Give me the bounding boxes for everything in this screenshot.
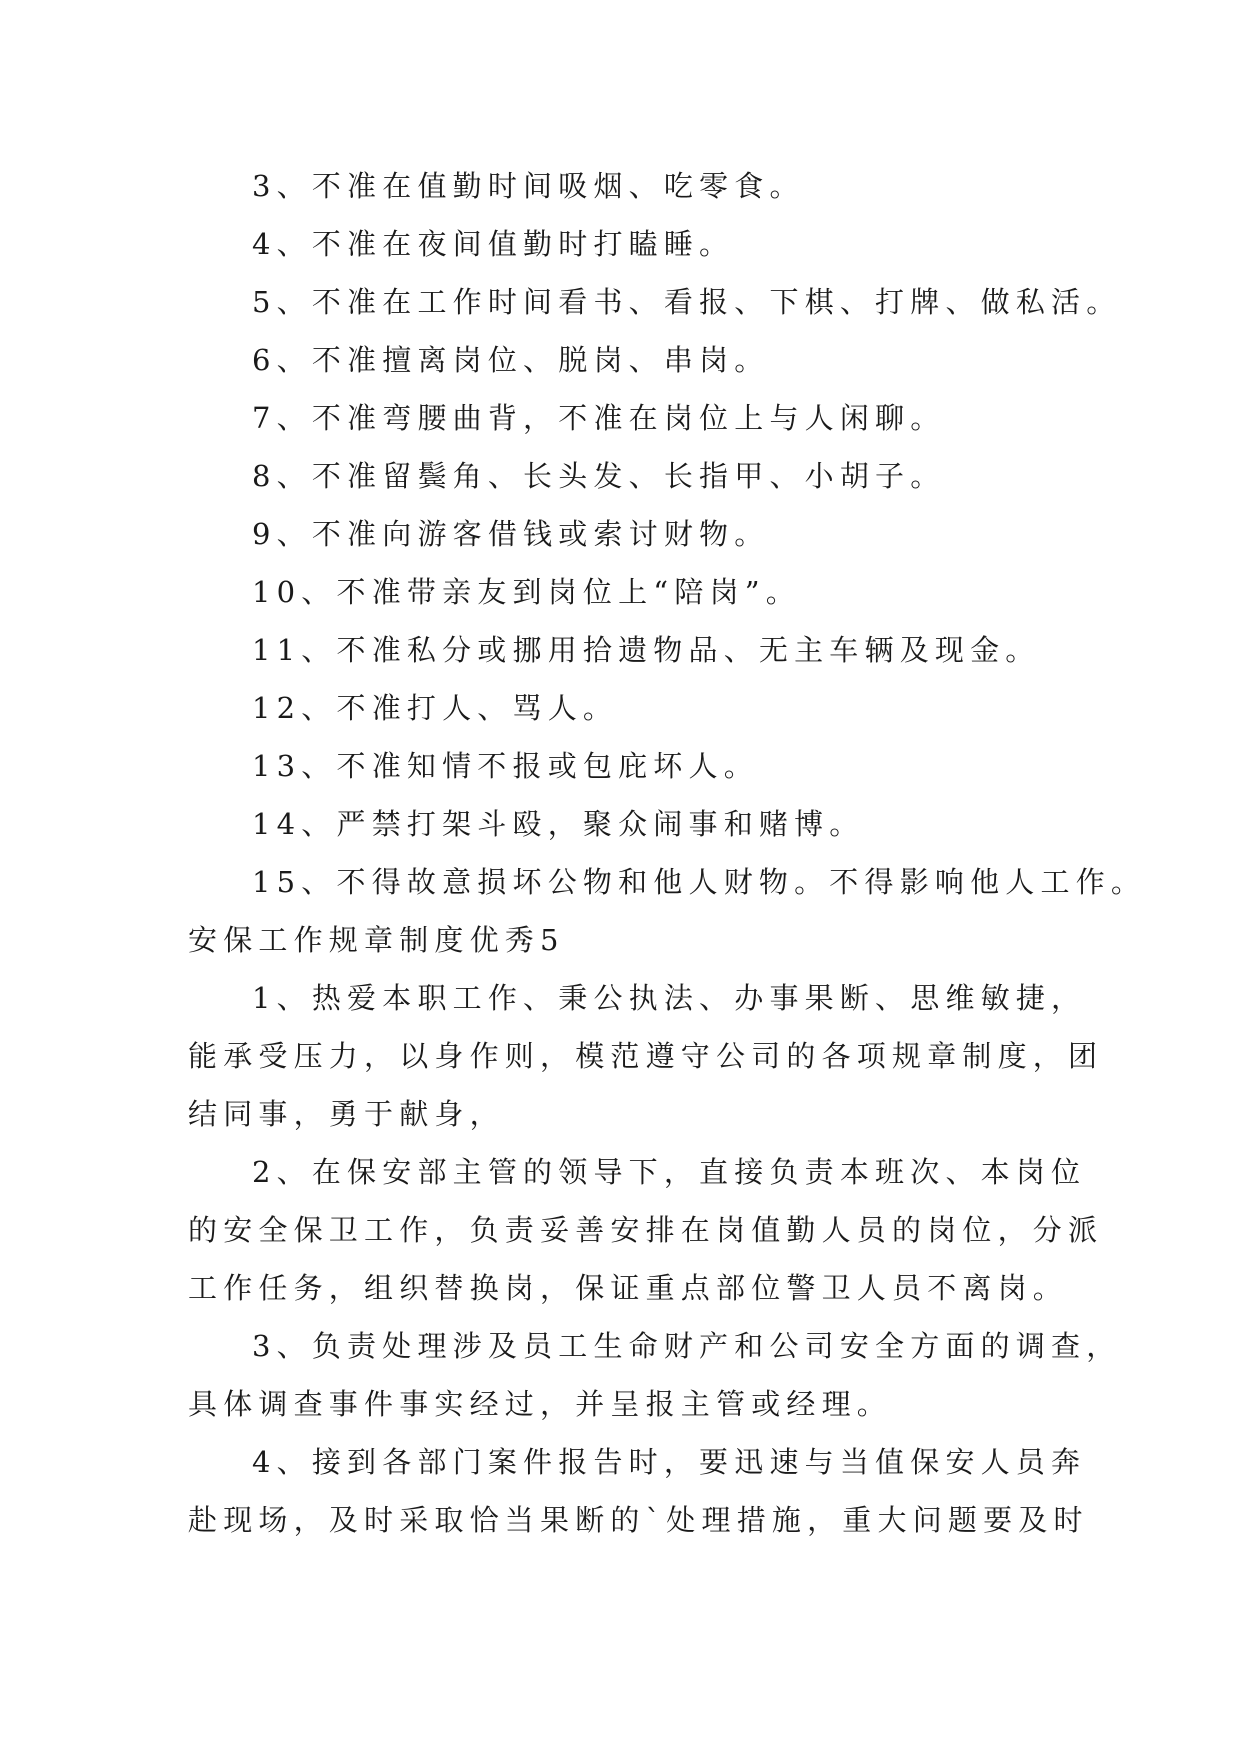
- duty-3-line-1: 3、负责处理涉及员工生命财产和公司安全方面的调查，: [252, 1329, 1122, 1363]
- rule-item-6: 6、不准擅离岗位、脱岗、串岗。: [252, 343, 770, 377]
- rule-item-3: 3、不准在值勤时间吸烟、吃零食。: [252, 169, 805, 203]
- rule-item-8: 8、不准留鬓角、长头发、长指甲、小胡子。: [252, 459, 946, 493]
- duty-2-line-2: 的安全保卫工作，负责妥善安排在岗值勤人员的岗位，分派: [188, 1213, 1104, 1247]
- rule-item-11: 11、不准私分或挪用拾遗物品、无主车辆及现金。: [252, 633, 1041, 667]
- duty-2-line-1: 2、在保安部主管的领导下，直接负责本班次、本岗位: [252, 1155, 1087, 1189]
- duty-2-line-3: 工作任务，组织替换岗，保证重点部位警卫人员不离岗。: [188, 1271, 1069, 1305]
- rule-item-10: 10、不准带亲友到岗位上“陪岗”。: [252, 575, 801, 609]
- duty-1-line-3: 结同事，勇于献身，: [188, 1097, 505, 1131]
- duty-1-line-1: 1、热爱本职工作、秉公执法、办事果断、思维敏捷，: [252, 981, 1087, 1015]
- rule-item-7: 7、不准弯腰曲背，不准在岗位上与人闲聊。: [252, 401, 946, 435]
- rule-item-14: 14、严禁打架斗殴，聚众闹事和赌博。: [252, 807, 865, 841]
- section-title: 安保工作规章制度优秀5: [188, 923, 565, 957]
- duty-1-line-2: 能承受压力，以身作则，模范遵守公司的各项规章制度，团: [188, 1039, 1104, 1073]
- duty-4-line-1: 4、接到各部门案件报告时，要迅速与当值保安人员奔: [252, 1445, 1087, 1479]
- rule-item-15: 15、不得故意损坏公物和他人财物。不得影响他人工作。: [252, 865, 1147, 899]
- duty-4-line-2: 赴现场，及时采取恰当果断的`处理措施，重大问题要及时: [188, 1503, 1089, 1537]
- rule-item-13: 13、不准知情不报或包庇坏人。: [252, 749, 759, 783]
- duty-3-line-2: 具体调查事件事实经过，并呈报主管或经理。: [188, 1387, 893, 1421]
- rule-item-4: 4、不准在夜间值勤时打瞌睡。: [252, 227, 735, 261]
- rule-item-12: 12、不准打人、骂人。: [252, 691, 619, 725]
- rule-item-5: 5、不准在工作时间看书、看报、下棋、打牌、做私活。: [252, 285, 1122, 319]
- rule-item-9: 9、不准向游客借钱或索讨财物。: [252, 517, 770, 551]
